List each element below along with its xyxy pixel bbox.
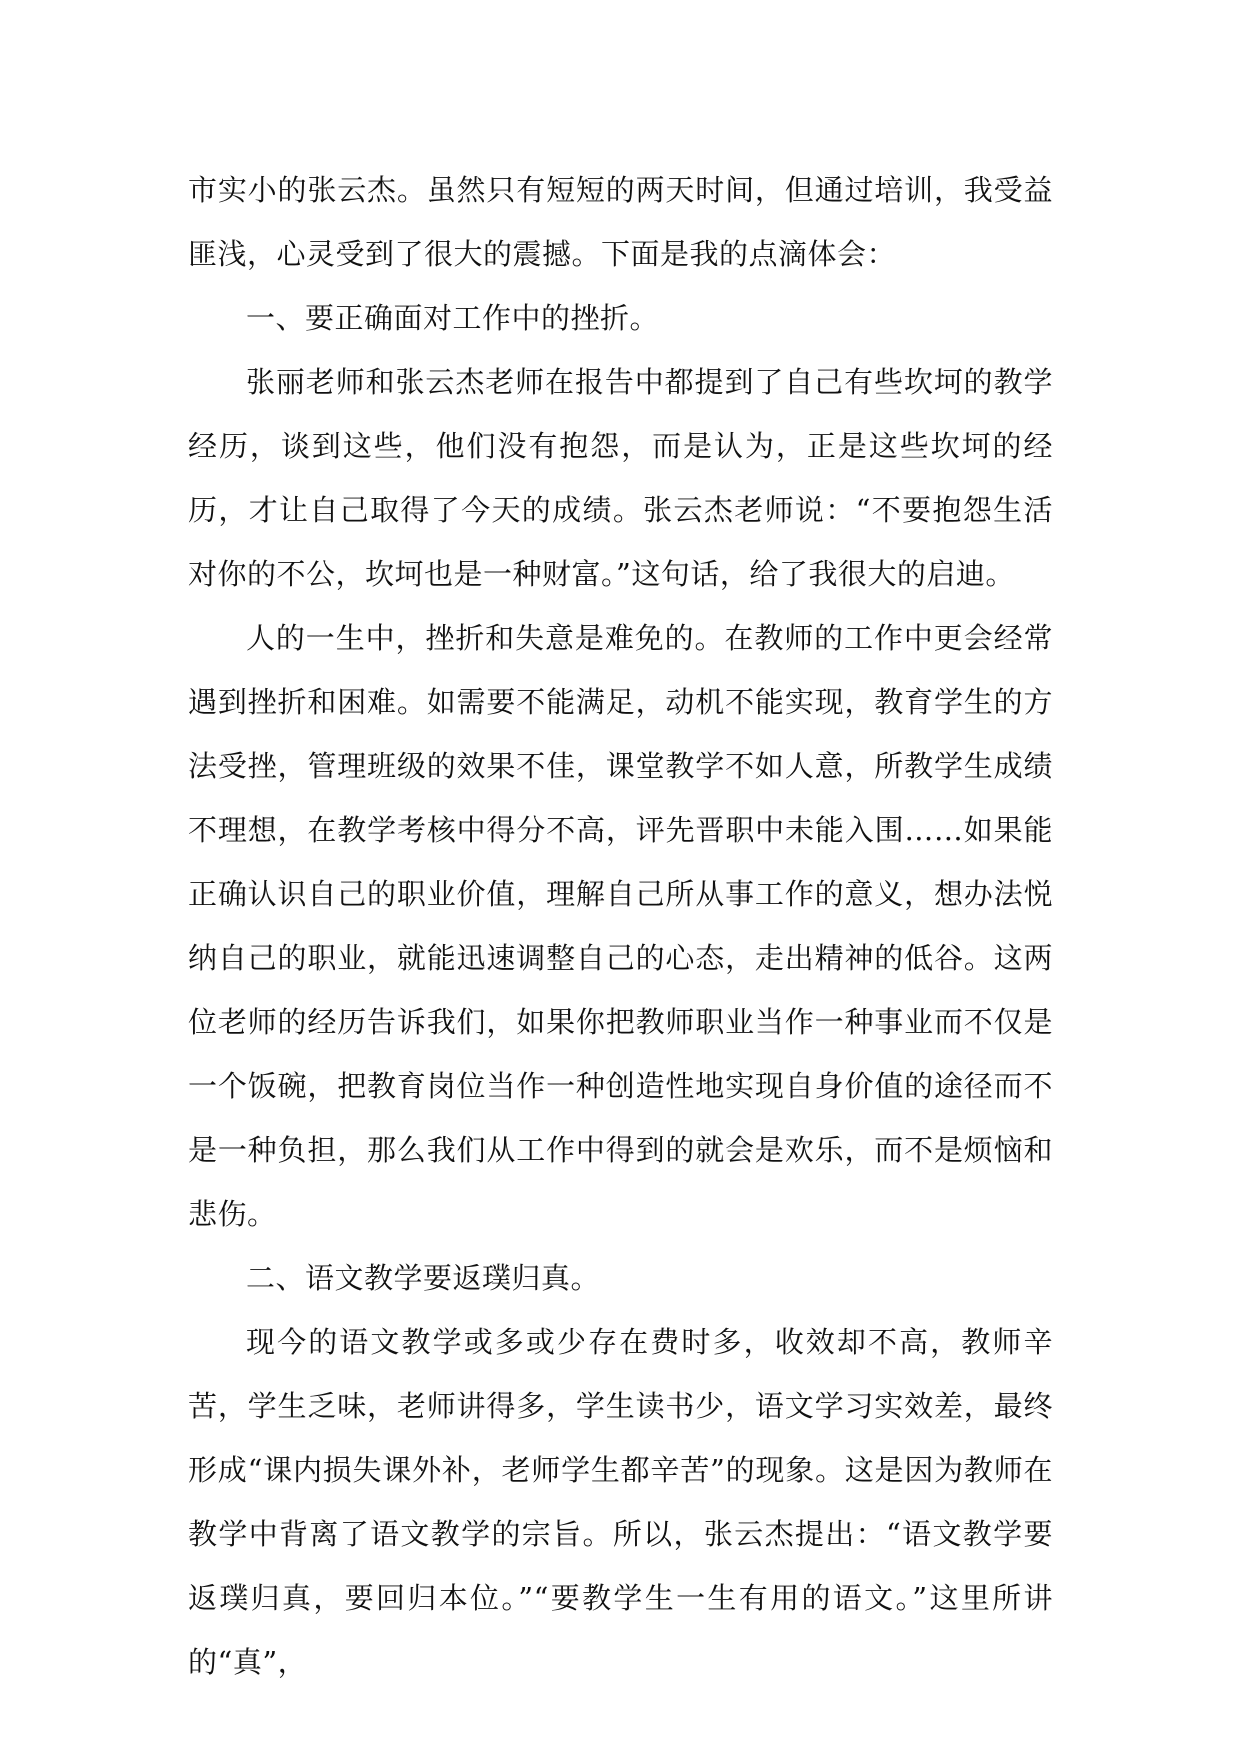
paragraph-1: 市实小的张云杰。虽然只有短短的两天时间，但通过培训，我受益匪浅，心灵受到了很大的震撼。下面是我的点滴体会：	[188, 173, 1053, 271]
section-heading-1: 一、要正确面对工作中的挫折。	[246, 301, 660, 335]
section-heading-2: 二、语文教学要返璞归真。	[246, 1261, 601, 1295]
document-body	[188, 158, 1053, 1694]
paragraph-2: 张丽老师和张云杰老师在报告中都提到了自己有些坎坷的教学经历，谈到这些，他们没有抱怨，而是认为，正是这些坎坷的经历，才让自己取得了今天的成绩。张云杰老师说：“不要抱怨生活对你的不公，坎坷也是一种财富。”这句话，给了我很大的启迪。	[188, 365, 1053, 591]
paragraph-4: 现今的语文教学或多或少存在费时多，收效却不高，教师辛苦，学生乏味，老师讲得多，学生读书少，语文学习实效差，最终形成“课内损失课外补，老师学生都辛苦”的现象。这是因为教师在教学中背离了语文教学的宗旨。所以，张云杰提出：“语文教学要返璞归真，要回归本位。”“要教学生一生有用的语文。”这里所讲的“真”，	[188, 1325, 1053, 1679]
paragraph-3: 人的一生中，挫折和失意是难免的。在教师的工作中更会经常遇到挫折和困难。如需要不能满足，动机不能实现，教育学生的方法受挫，管理班级的效果不佳，课堂教学不如人意，所教学生成绩不理想，在教学考核中得分不高，评先晋职中未能入围……如果能正确认识自己的职业价值，理解自己所从事工作的意义，想办法悦纳自己的职业，就能迅速调整自己的心态，走出精神的低谷。这两位老师的经历告诉我们，如果你把教师职业当作一种事业而不仅是一个饭碗，把教育岗位当作一种创造性地实现自身价值的途径而不是一种负担，那么我们从工作中得到的就会是欢乐，而不是烦恼和悲伤。	[188, 621, 1053, 1231]
